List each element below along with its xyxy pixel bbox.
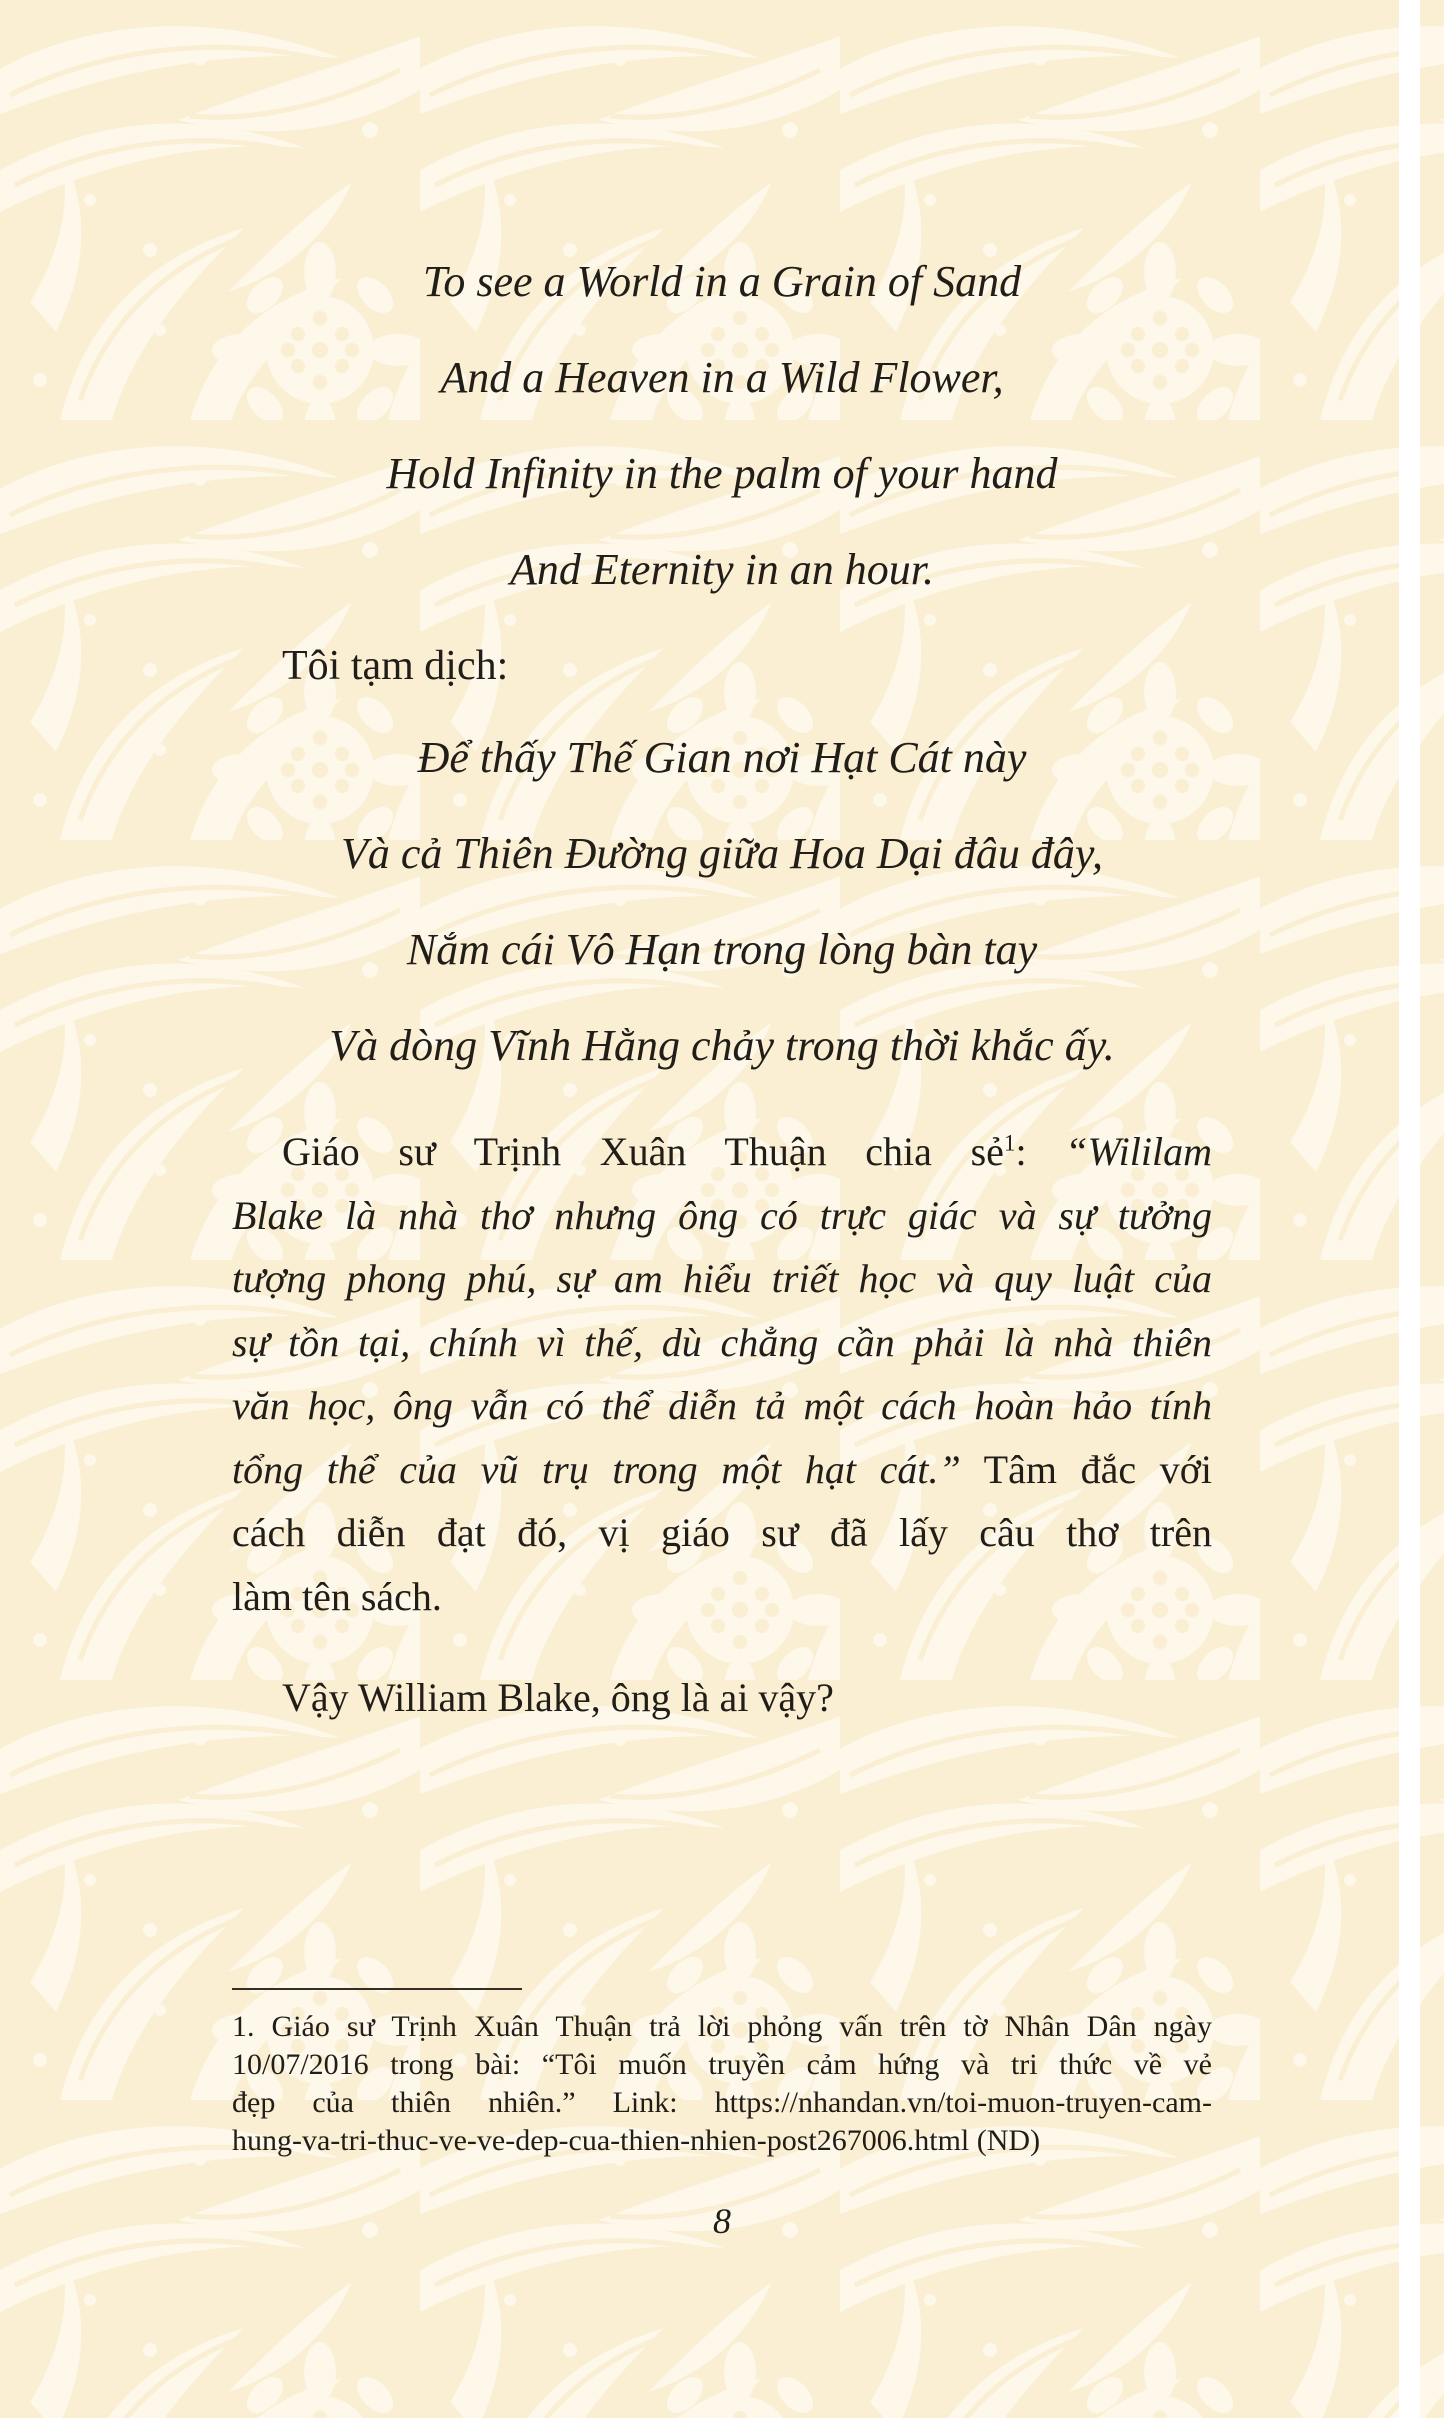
paragraph-line: làm tên sách. xyxy=(232,1573,442,1619)
footnote-line: đẹp của thiên nhiên.” Link: https://nhandan.vn/toi-muon-truyen-cam- xyxy=(232,2086,1212,2119)
footnote-line: 10/07/2016 trong bài: “Tôi muốn truyền cảm hứng và tri thức về vẻ xyxy=(232,2048,1212,2081)
paragraph xyxy=(232,1120,1212,1628)
paragraph-line: tượng phong phú, sự am hiểu triết học và quy luật của xyxy=(232,1256,1212,1301)
footnote-separator xyxy=(232,1988,522,1990)
floral-pattern xyxy=(1420,0,1444,2418)
poem-line: Và dòng Vĩnh Hằng chảy trong thời khắc ấy. xyxy=(329,1021,1115,1070)
vietnamese-poem xyxy=(232,710,1212,1094)
poem-line: Hold Infinity in the palm of your hand xyxy=(386,449,1058,498)
paragraph-line: sự tồn tại, chính vì thế, dù chẳng cần phải là nhà thiên xyxy=(232,1319,1212,1365)
paragraph-text: Giáo sư Trịnh Xuân Thuận chia sẻ xyxy=(282,1129,1004,1174)
footnote xyxy=(232,2008,1212,2160)
paragraph-line xyxy=(232,1438,1212,1502)
footnote-marker: 1 xyxy=(1003,1130,1016,1157)
footnote-line: 1. Giáo sư Trịnh Xuân Thuận trả lời phỏng vấn trên tờ Nhân Dân ngày xyxy=(232,2010,1212,2043)
paragraph-line: văn học, ông vẫn có thể diễn tả một cách hoàn hảo tính xyxy=(232,1383,1212,1428)
paragraph-line: cách diễn đạt đó, vị giáo sư đã lấy câu thơ trên xyxy=(232,1510,1212,1555)
poem-line: Và cả Thiên Đường giữa Hoa Dại đâu đây, xyxy=(341,829,1103,878)
paragraph-line: Blake là nhà thơ nhưng ông có trực giác và sự tưởng xyxy=(232,1192,1212,1238)
paragraph-text: Tâm đắc với xyxy=(960,1446,1212,1492)
footnote-line: hung-va-tri-thuc-ve-ve-dep-cua-thien-nhien-post267006.html (ND) xyxy=(232,2124,1041,2157)
poem-line: Để thấy Thế Gian nơi Hạt Cát này xyxy=(417,733,1027,782)
paragraph-line xyxy=(232,1120,1212,1184)
english-poem xyxy=(232,234,1212,618)
quote-text: “Wililam xyxy=(1065,1129,1212,1174)
poem-line: Nắm cái Vô Hạn trong lòng bàn tay xyxy=(406,925,1038,974)
intro-line: Tôi tạm dịch: xyxy=(282,643,509,689)
poem-line: To see a World in a Grain of Sand xyxy=(422,257,1022,306)
quote-text: tổng thể của vũ trụ trong một hạt cát.” xyxy=(232,1446,961,1492)
paragraph-text: : xyxy=(1015,1129,1066,1174)
page-gutter xyxy=(1399,0,1420,2418)
question-line: Vậy William Blake, ông là ai vậy? xyxy=(282,1675,834,1720)
page-number: 8 xyxy=(713,2201,731,2241)
adjacent-page-sliver xyxy=(1420,0,1444,2418)
poem-line: And Eternity in an hour. xyxy=(509,545,935,594)
poem-line: And a Heaven in a Wild Flower, xyxy=(440,353,1004,402)
